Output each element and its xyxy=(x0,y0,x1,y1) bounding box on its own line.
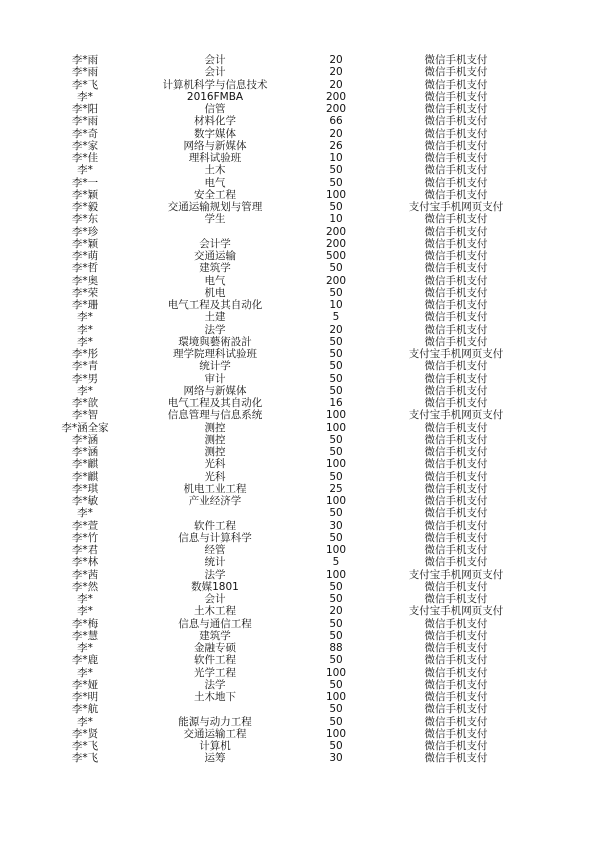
table-row xyxy=(40,213,540,225)
table-row xyxy=(40,532,540,544)
name-cell: 李*哲 xyxy=(71,262,99,275)
payment-method-cell: 微信手机支付 xyxy=(424,262,488,275)
payment-method-cell: 微信手机支付 xyxy=(424,372,488,385)
major-cell: 审计 xyxy=(204,372,226,385)
name-cell: 李* xyxy=(77,311,93,324)
table-row xyxy=(40,728,540,740)
amount-cell: 10 xyxy=(329,299,343,311)
amount-cell: 20 xyxy=(329,66,343,79)
table-row xyxy=(40,103,540,115)
table-row xyxy=(40,238,540,250)
table-row xyxy=(40,140,540,152)
payment-method-cell: 微信手机支付 xyxy=(424,482,488,495)
name-cell: 李*青 xyxy=(71,360,99,373)
table-row xyxy=(40,679,540,691)
name-cell: 李*智 xyxy=(71,409,99,422)
donation-table xyxy=(40,54,540,765)
payment-method-cell: 支付宝手机网页支付 xyxy=(408,605,504,618)
amount-cell: 200 xyxy=(325,237,347,250)
major-cell: 统计学 xyxy=(199,360,231,373)
major-cell: 土木地下 xyxy=(194,691,236,703)
table-row xyxy=(40,642,540,654)
amount-cell: 30 xyxy=(329,519,343,532)
amount-cell: 50 xyxy=(329,470,343,483)
amount-cell: 25 xyxy=(329,482,343,495)
name-cell: 李*雨 xyxy=(71,54,99,66)
payment-method-cell: 微信手机支付 xyxy=(424,237,488,250)
amount-cell: 50 xyxy=(329,372,343,385)
name-cell: 李*佳 xyxy=(71,152,99,164)
name-cell: 李*麒 xyxy=(71,458,99,471)
payment-method-cell: 微信手机支付 xyxy=(424,580,488,593)
amount-cell: 100 xyxy=(325,544,347,556)
payment-method-cell: 微信手机支付 xyxy=(424,286,488,299)
name-cell: 李*雨 xyxy=(71,115,99,128)
payment-method-cell: 微信手机支付 xyxy=(424,213,488,226)
amount-cell: 50 xyxy=(329,335,343,348)
amount-cell: 100 xyxy=(325,495,347,507)
name-cell: 李*贤 xyxy=(71,727,99,740)
amount-cell: 50 xyxy=(329,740,343,752)
major-cell: 数媒1801 xyxy=(191,580,239,593)
major-cell: 经管 xyxy=(204,544,226,556)
name-cell: 李*萱 xyxy=(71,519,99,532)
table-row xyxy=(40,177,540,189)
payment-method-cell: 微信手机支付 xyxy=(424,421,488,434)
table-row xyxy=(40,667,540,679)
amount-cell: 200 xyxy=(325,90,347,103)
amount-cell: 5 xyxy=(332,556,340,569)
amount-cell: 26 xyxy=(329,139,343,152)
payment-method-cell: 微信手机支付 xyxy=(424,78,488,91)
payment-method-cell: 微信手机支付 xyxy=(424,152,488,164)
payment-method-cell: 微信手机支付 xyxy=(424,678,488,691)
payment-method-cell: 微信手机支付 xyxy=(424,115,488,128)
amount-cell: 100 xyxy=(325,458,347,471)
major-cell: 会计 xyxy=(204,593,226,605)
amount-cell: 50 xyxy=(329,384,343,397)
name-cell: 李*敏 xyxy=(71,495,99,507)
payment-method-cell: 微信手机支付 xyxy=(424,691,488,703)
major-cell: 光科 xyxy=(204,458,226,471)
payment-method-cell: 支付宝手机网页支付 xyxy=(408,201,504,213)
name-cell: 李*奥 xyxy=(71,274,99,287)
payment-method-cell: 微信手机支付 xyxy=(424,139,488,152)
table-row xyxy=(40,385,540,397)
table-body xyxy=(40,54,540,765)
name-cell: 李*东 xyxy=(71,213,99,226)
name-cell: 李*琪 xyxy=(71,482,99,495)
amount-cell: 66 xyxy=(329,115,343,128)
amount-cell: 100 xyxy=(325,188,347,201)
major-cell xyxy=(130,507,300,519)
amount-cell: 200 xyxy=(325,274,347,287)
name-cell: 李* xyxy=(77,507,93,520)
payment-method-cell: 微信手机支付 xyxy=(424,642,488,654)
major-cell: 材料化学 xyxy=(194,115,236,128)
amount-cell: 500 xyxy=(325,250,347,262)
major-cell: 法学 xyxy=(204,568,226,581)
major-cell: 会计 xyxy=(204,66,226,79)
table-row xyxy=(40,397,540,409)
table-row xyxy=(40,311,540,323)
amount-cell: 50 xyxy=(329,593,343,605)
amount-cell: 50 xyxy=(329,629,343,642)
name-cell: 李*涵 xyxy=(71,446,99,458)
payment-method-cell: 微信手机支付 xyxy=(424,593,488,605)
table-row xyxy=(40,691,540,703)
payment-method-cell: 支付宝手机网页支付 xyxy=(408,409,504,422)
major-cell: 建筑学 xyxy=(199,629,231,642)
major-cell: 测控 xyxy=(204,421,226,434)
payment-method-cell: 微信手机支付 xyxy=(424,666,488,679)
payment-method-cell: 微信手机支付 xyxy=(424,495,488,507)
name-cell: 李* xyxy=(77,605,93,618)
name-cell: 李* xyxy=(77,90,93,103)
table-row xyxy=(40,593,540,605)
name-cell: 李*航 xyxy=(71,703,99,716)
payment-method-cell: 微信手机支付 xyxy=(424,127,488,140)
table-row xyxy=(40,458,540,470)
payment-method-cell: 微信手机支付 xyxy=(424,311,488,324)
table-row xyxy=(40,299,540,311)
major-cell: 2016FMBA xyxy=(186,90,244,103)
table-row xyxy=(40,54,540,66)
amount-cell: 50 xyxy=(329,654,343,667)
table-row xyxy=(40,201,540,213)
amount-cell: 50 xyxy=(329,446,343,458)
major-cell: 交通运输 xyxy=(194,250,236,262)
table-row xyxy=(40,348,540,360)
table-row xyxy=(40,189,540,201)
payment-method-cell: 微信手机支付 xyxy=(424,164,488,177)
table-row xyxy=(40,250,540,262)
major-cell: 安全工程 xyxy=(194,188,236,201)
major-cell: 产业经济学 xyxy=(188,495,242,507)
table-row xyxy=(40,630,540,642)
table-row xyxy=(40,544,540,556)
major-cell: 机电 xyxy=(204,286,226,299)
major-cell: 理科试验班 xyxy=(188,152,242,164)
payment-method-cell: 微信手机支付 xyxy=(424,360,488,373)
name-cell: 李*阳 xyxy=(71,103,99,115)
table-row xyxy=(40,422,540,434)
name-cell: 李* xyxy=(77,715,93,728)
amount-cell: 20 xyxy=(329,127,343,140)
major-cell: 土木 xyxy=(204,164,226,177)
table-row xyxy=(40,483,540,495)
table-row xyxy=(40,740,540,752)
table-row xyxy=(40,262,540,274)
table-row xyxy=(40,373,540,385)
payment-method-cell: 微信手机支付 xyxy=(424,531,488,544)
payment-method-cell: 微信手机支付 xyxy=(424,433,488,446)
table-row xyxy=(40,287,540,299)
amount-cell: 10 xyxy=(329,152,343,164)
table-row xyxy=(40,618,540,630)
name-cell: 李*明 xyxy=(71,691,99,703)
name-cell: 李*萌 xyxy=(71,250,99,262)
major-cell: 土木工程 xyxy=(194,605,236,618)
amount-cell: 50 xyxy=(329,348,343,360)
name-cell: 李* xyxy=(77,593,93,605)
major-cell: 信息与通信工程 xyxy=(178,617,252,630)
payment-method-cell: 支付宝手机网页支付 xyxy=(408,348,504,360)
major-cell: 统计 xyxy=(204,556,226,569)
name-cell: 李*颖 xyxy=(71,188,99,201)
table-row xyxy=(40,360,540,372)
major-cell xyxy=(130,703,300,715)
name-cell: 李* xyxy=(77,384,93,397)
name-cell: 李*一 xyxy=(71,176,99,189)
amount-cell: 20 xyxy=(329,605,343,618)
amount-cell: 50 xyxy=(329,678,343,691)
amount-cell: 100 xyxy=(325,409,347,422)
amount-cell: 10 xyxy=(329,213,343,226)
amount-cell: 50 xyxy=(329,531,343,544)
payment-method-cell: 微信手机支付 xyxy=(424,323,488,336)
major-cell: 法学 xyxy=(204,323,226,336)
payment-method-cell: 微信手机支付 xyxy=(424,274,488,287)
name-cell: 李*慧 xyxy=(71,629,99,642)
name-cell: 李*彤 xyxy=(71,348,99,360)
major-cell: 软件工程 xyxy=(194,654,236,667)
name-cell: 李*然 xyxy=(71,580,99,593)
name-cell: 李*珍 xyxy=(71,225,99,238)
name-cell: 李*家 xyxy=(71,139,99,152)
amount-cell: 50 xyxy=(329,164,343,177)
major-cell: 信息与计算科学 xyxy=(178,531,252,544)
amount-cell: 50 xyxy=(329,286,343,299)
amount-cell: 20 xyxy=(329,54,343,66)
table-row xyxy=(40,446,540,458)
payment-method-cell: 微信手机支付 xyxy=(424,617,488,630)
table-row xyxy=(40,336,540,348)
table-row xyxy=(40,164,540,176)
table-row xyxy=(40,716,540,728)
table-row xyxy=(40,556,540,568)
table-row xyxy=(40,79,540,91)
major-cell: 电气工程及其自动化 xyxy=(167,299,263,311)
name-cell: 李*珊 xyxy=(71,299,99,311)
amount-cell: 50 xyxy=(329,262,343,275)
payment-method-cell: 微信手机支付 xyxy=(424,103,488,115)
major-cell: 信息管理与信息系统 xyxy=(167,409,263,422)
name-cell: 李*颖 xyxy=(71,237,99,250)
payment-method-cell: 微信手机支付 xyxy=(424,470,488,483)
major-cell: 光学工程 xyxy=(194,666,236,679)
table-row xyxy=(40,507,540,519)
amount-cell: 50 xyxy=(329,507,343,520)
major-cell: 电气 xyxy=(204,274,226,287)
major-cell: 交通运输规划与管理 xyxy=(167,201,263,213)
table-row xyxy=(40,471,540,483)
major-cell: 環境與藝術設計 xyxy=(178,335,252,348)
payment-method-cell: 微信手机支付 xyxy=(424,66,488,79)
name-cell: 李*歆 xyxy=(71,397,99,409)
table-row xyxy=(40,569,540,581)
amount-cell: 50 xyxy=(329,580,343,593)
payment-method-cell: 微信手机支付 xyxy=(424,556,488,569)
payment-method-cell: 微信手机支付 xyxy=(424,225,488,238)
major-cell: 计算机科学与信息技术 xyxy=(162,78,268,91)
payment-method-cell: 微信手机支付 xyxy=(424,519,488,532)
payment-method-cell: 微信手机支付 xyxy=(424,740,488,752)
amount-cell: 50 xyxy=(329,703,343,716)
amount-cell: 20 xyxy=(329,78,343,91)
name-cell: 李*茜 xyxy=(71,568,99,581)
major-cell: 数字媒体 xyxy=(194,127,236,140)
amount-cell: 16 xyxy=(329,397,343,409)
name-cell: 李*麒 xyxy=(71,470,99,483)
major-cell: 会计 xyxy=(204,54,226,66)
name-cell: 李*奇 xyxy=(71,127,99,140)
table-row xyxy=(40,495,540,507)
amount-cell: 50 xyxy=(329,715,343,728)
name-cell: 李* xyxy=(77,642,93,654)
name-cell: 李*男 xyxy=(71,372,99,385)
major-cell: 金融专硕 xyxy=(194,642,236,654)
payment-method-cell: 微信手机支付 xyxy=(424,250,488,262)
major-cell: 会计学 xyxy=(199,237,231,250)
major-cell: 信管 xyxy=(204,103,226,115)
major-cell: 电气 xyxy=(204,176,226,189)
table-row xyxy=(40,409,540,421)
payment-method-cell: 微信手机支付 xyxy=(424,629,488,642)
payment-method-cell: 微信手机支付 xyxy=(424,299,488,311)
amount-cell: 200 xyxy=(325,225,347,238)
amount-cell: 5 xyxy=(332,311,340,324)
payment-method-cell: 微信手机支付 xyxy=(424,544,488,556)
amount-cell: 50 xyxy=(329,176,343,189)
amount-cell: 200 xyxy=(325,103,347,115)
table-row xyxy=(40,275,540,287)
payment-method-cell: 支付宝手机网页支付 xyxy=(408,568,504,581)
name-cell: 李*飞 xyxy=(71,752,99,765)
major-cell: 计算机 xyxy=(199,740,231,752)
name-cell: 李* xyxy=(77,335,93,348)
payment-method-cell: 微信手机支付 xyxy=(424,384,488,397)
payment-method-cell: 微信手机支付 xyxy=(424,54,488,66)
payment-method-cell: 微信手机支付 xyxy=(424,654,488,667)
table-row xyxy=(40,520,540,532)
name-cell: 李*林 xyxy=(71,556,99,569)
table-row xyxy=(40,434,540,446)
table-row xyxy=(40,605,540,617)
amount-cell: 50 xyxy=(329,201,343,213)
name-cell: 李*荣 xyxy=(71,286,99,299)
name-cell: 李* xyxy=(77,323,93,336)
name-cell: 李*梅 xyxy=(71,617,99,630)
name-cell: 李*君 xyxy=(71,544,99,556)
table-row xyxy=(40,324,540,336)
major-cell: 理学院理科试验班 xyxy=(173,348,257,360)
name-cell: 李*飞 xyxy=(71,740,99,752)
major-cell: 测控 xyxy=(204,446,226,458)
amount-cell: 88 xyxy=(329,642,343,654)
name-cell: 李*毅 xyxy=(71,201,99,213)
major-cell: 机电工业工程 xyxy=(183,482,247,495)
table-row xyxy=(40,581,540,593)
payment-method-cell: 微信手机支付 xyxy=(424,752,488,765)
name-cell: 李* xyxy=(77,164,93,177)
major-cell: 交通运输工程 xyxy=(183,727,247,740)
major-cell: 电气工程及其自动化 xyxy=(167,397,263,409)
amount-cell: 100 xyxy=(325,727,347,740)
name-cell: 李* xyxy=(77,666,93,679)
major-cell: 学生 xyxy=(204,213,226,226)
major-cell: 测控 xyxy=(204,433,226,446)
amount-cell: 30 xyxy=(329,752,343,765)
major-cell: 土建 xyxy=(204,311,226,324)
payment-method-cell: 微信手机支付 xyxy=(424,335,488,348)
major-cell xyxy=(130,226,300,238)
table-row xyxy=(40,128,540,140)
amount-cell: 100 xyxy=(325,421,347,434)
payment-method-cell: 微信手机支付 xyxy=(424,446,488,458)
amount-cell: 100 xyxy=(325,568,347,581)
name-cell: 李*娅 xyxy=(71,678,99,691)
major-cell: 运筹 xyxy=(204,752,226,765)
amount-cell: 100 xyxy=(325,666,347,679)
amount-cell: 50 xyxy=(329,617,343,630)
name-cell: 李*鹿 xyxy=(71,654,99,667)
name-cell: 李*涵全家 xyxy=(61,421,109,434)
table-row xyxy=(40,703,540,715)
major-cell: 软件工程 xyxy=(194,519,236,532)
payment-method-cell: 微信手机支付 xyxy=(424,715,488,728)
payment-method-cell: 微信手机支付 xyxy=(424,727,488,740)
major-cell: 网络与新媒体 xyxy=(183,384,247,397)
name-cell: 李*飞 xyxy=(71,78,99,91)
major-cell: 法学 xyxy=(204,678,226,691)
amount-cell: 20 xyxy=(329,323,343,336)
table-row xyxy=(40,115,540,127)
amount-cell: 50 xyxy=(329,433,343,446)
payment-method-cell: 微信手机支付 xyxy=(424,507,488,520)
table-row xyxy=(40,226,540,238)
amount-cell: 100 xyxy=(325,691,347,703)
payment-method-cell: 微信手机支付 xyxy=(424,90,488,103)
table-row xyxy=(40,152,540,164)
payment-method-cell: 微信手机支付 xyxy=(424,703,488,716)
major-cell: 建筑学 xyxy=(199,262,231,275)
payment-method-cell: 微信手机支付 xyxy=(424,458,488,471)
table-row xyxy=(40,752,540,764)
major-cell: 网络与新媒体 xyxy=(183,139,247,152)
table-row xyxy=(40,66,540,78)
amount-cell: 50 xyxy=(329,360,343,373)
payment-method-cell: 微信手机支付 xyxy=(424,188,488,201)
payment-method-cell: 微信手机支付 xyxy=(424,176,488,189)
table-row xyxy=(40,91,540,103)
table-row xyxy=(40,654,540,666)
name-cell: 李*雨 xyxy=(71,66,99,79)
major-cell: 光科 xyxy=(204,470,226,483)
name-cell: 李*竹 xyxy=(71,531,99,544)
payment-method-cell: 微信手机支付 xyxy=(424,397,488,409)
major-cell: 能源与动力工程 xyxy=(178,715,252,728)
name-cell: 李*涵 xyxy=(71,433,99,446)
